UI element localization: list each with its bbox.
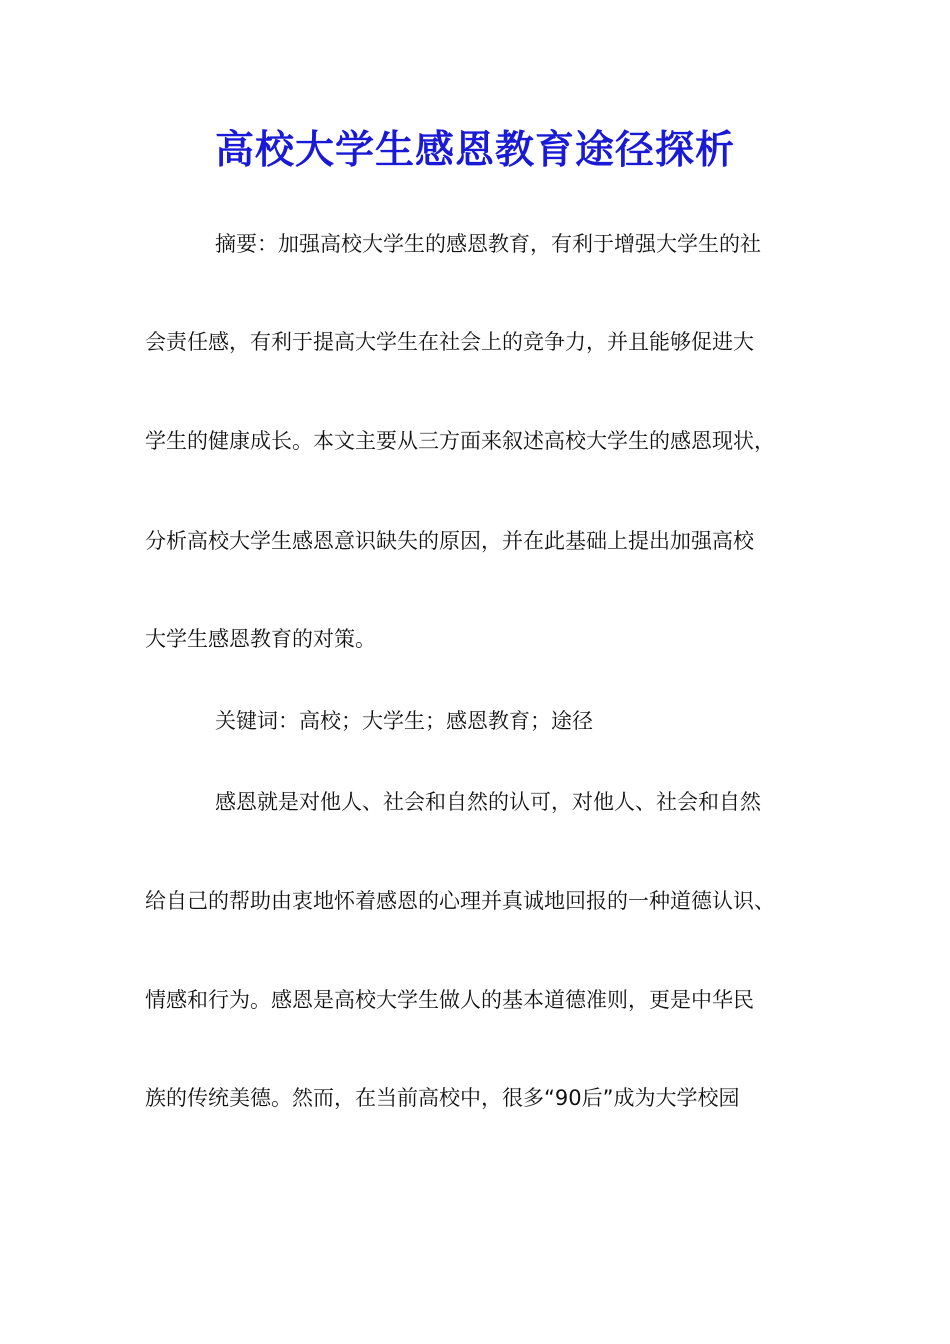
- body-line: 给自己的帮助由衷地怀着感恩的心理并真诚地回报的一种道德认识、: [145, 889, 775, 913]
- document-title: 高校大学生感恩教育途径探析: [214, 127, 735, 173]
- body-line: 感恩就是对他人、社会和自然的认可，对他人、社会和自然: [215, 790, 761, 814]
- abstract-line: 摘要：加强高校大学生的感恩教育，有利于增强大学生的社: [215, 232, 761, 256]
- abstract-line: 会责任感，有利于提高大学生在社会上的竞争力，并且能够促进大: [145, 330, 754, 354]
- body-line: 情感和行为。感恩是高校大学生做人的基本道德准则，更是中华民: [145, 988, 754, 1012]
- abstract-line: 学生的健康成长。本文主要从三方面来叙述高校大学生的感恩现状，: [145, 429, 775, 453]
- abstract-line: 分析高校大学生感恩意识缺失的原因，并在此基础上提出加强高校: [145, 529, 754, 553]
- abstract-line: 大学生感恩教育的对策。: [145, 627, 376, 651]
- keywords-line: 关键词：高校；大学生；感恩教育；途径: [215, 709, 593, 733]
- body-line: 族的传统美德。然而，在当前高校中，很多“90后”成为大学校园: [145, 1086, 740, 1110]
